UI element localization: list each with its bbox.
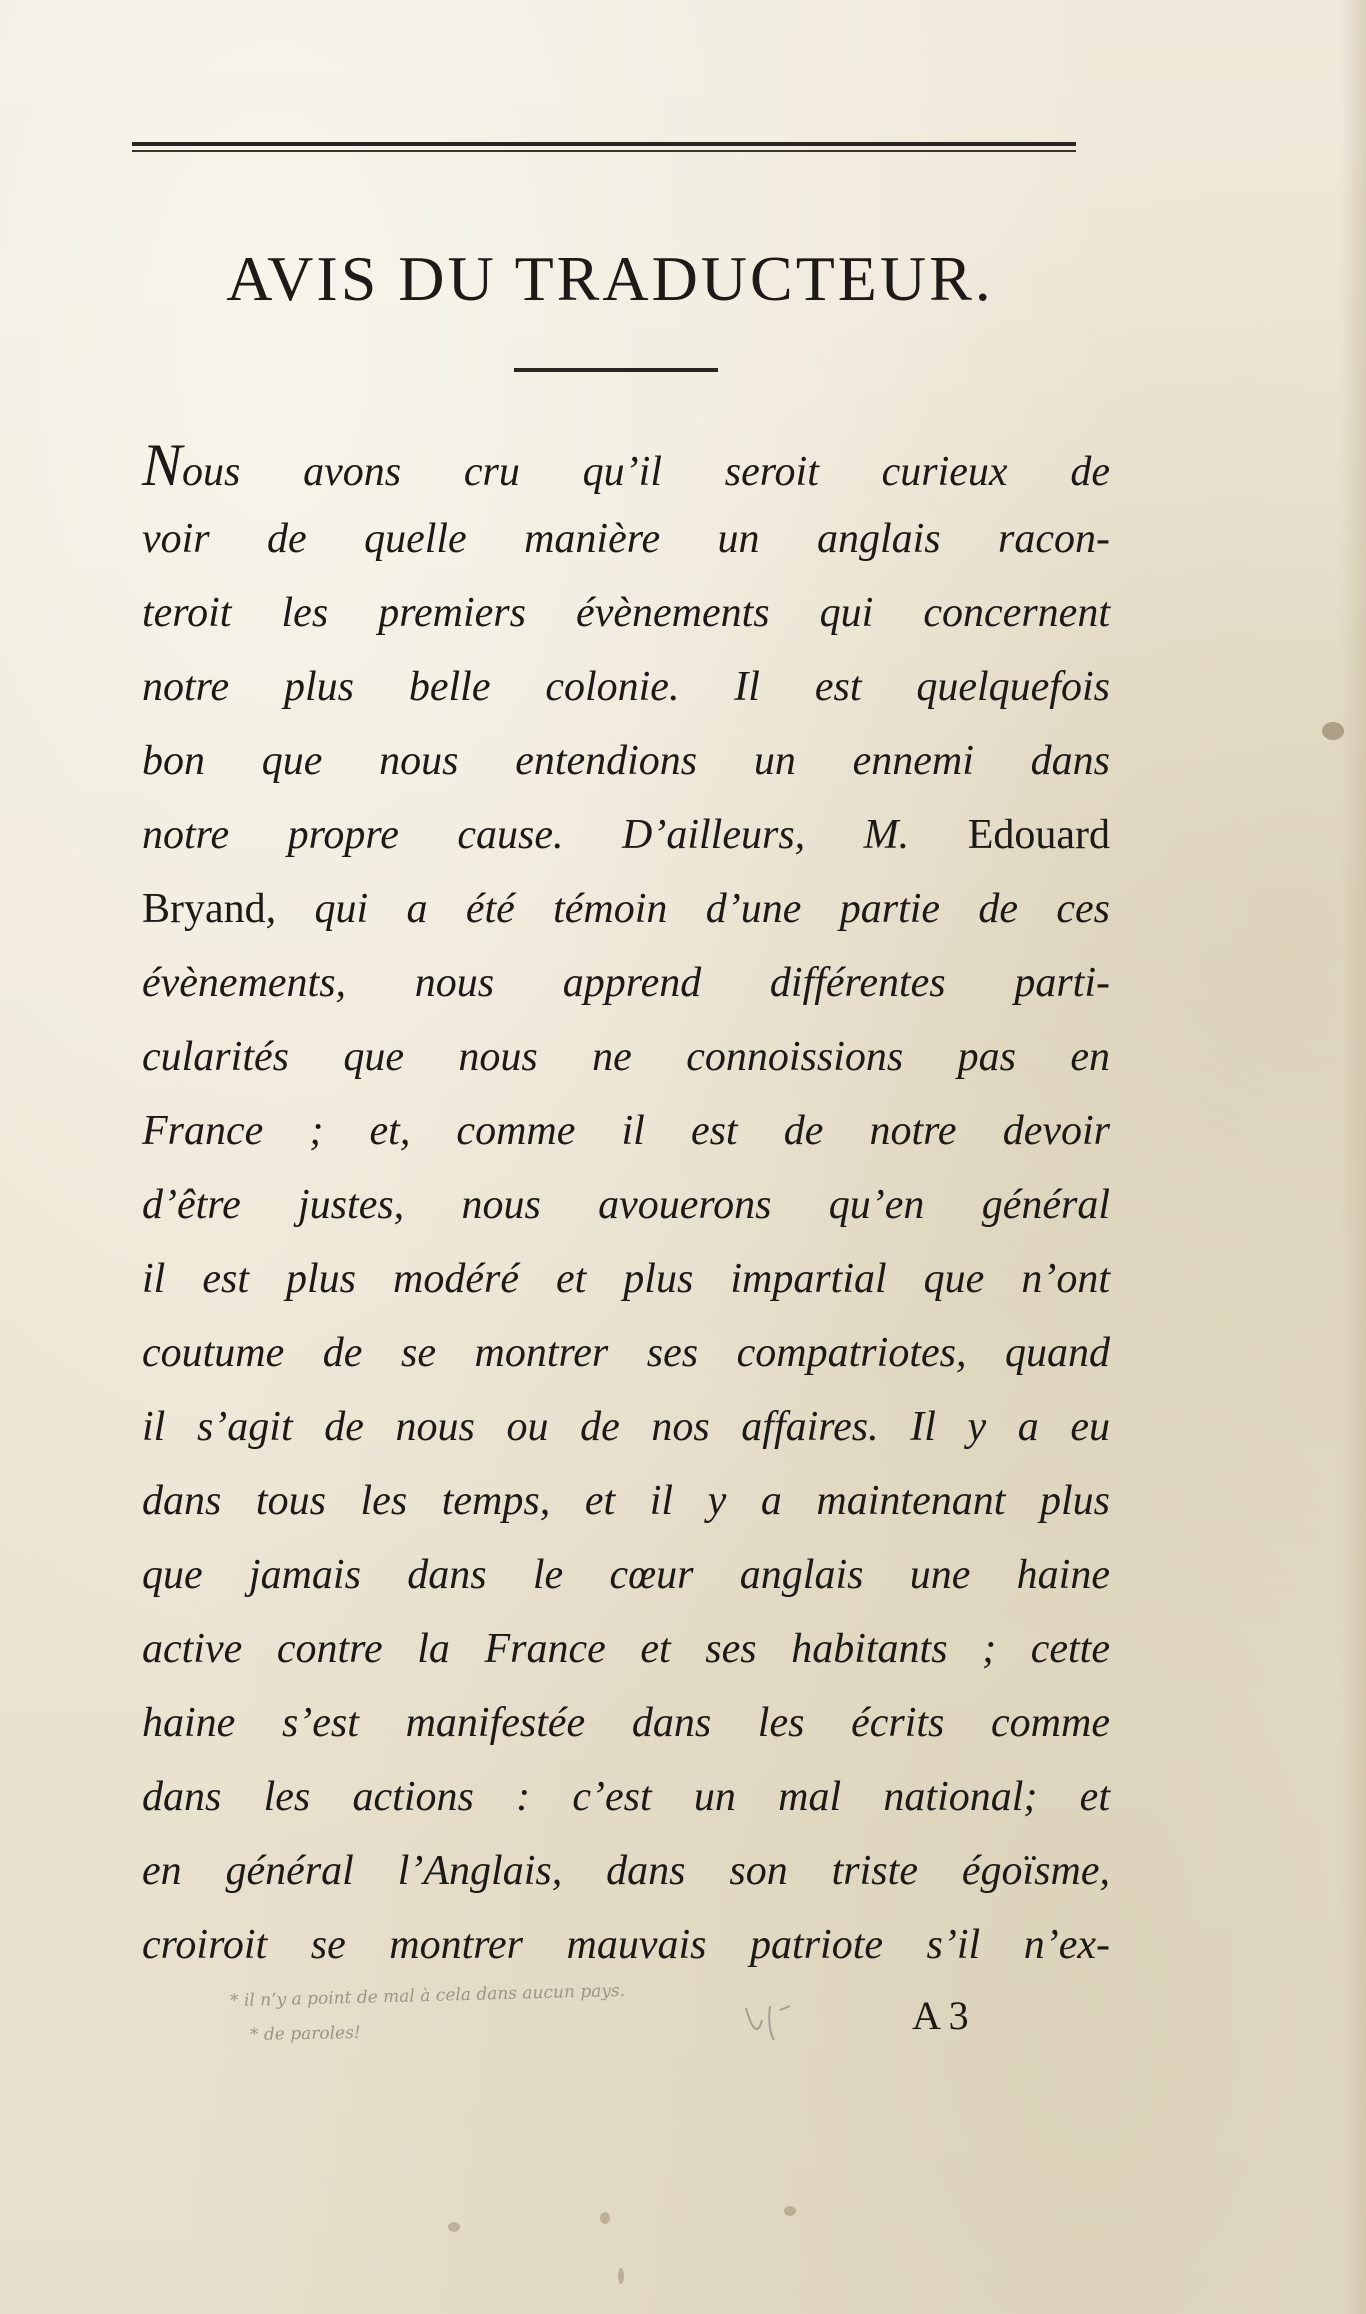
text-line: il s’agit de nous ou de nos affaires. Il y a eu [142, 1404, 1110, 1450]
text-line: Bryand, qui a été témoin d’une partie de ces [142, 886, 1110, 932]
page-edge-shadow [1340, 0, 1366, 2314]
text-line: notre propre cause. D’ailleurs, M. Edouard [142, 812, 1110, 858]
signature-mark: A 3 [912, 1993, 969, 2038]
text-line: que jamais dans le cœur anglais une haine [142, 1552, 1110, 1598]
text-line: d’être justes, nous avouerons qu’en général [142, 1182, 1110, 1228]
drop-cap: N [142, 432, 183, 498]
body-text [142, 428, 1110, 1982]
pencil-annotation: * il n’y a point de mal à cela dans aucun pays. [229, 1980, 626, 2012]
paper-stain [1322, 722, 1344, 740]
text-line: bon que nous entendions un ennemi dans [142, 738, 1110, 784]
paper-stain [448, 2222, 460, 2232]
text-line: croiroit se montrer mauvais patriote s’il n’ex- [142, 1922, 1110, 1968]
text-line: dans les actions : c’est un mal national; et [142, 1774, 1110, 1820]
name-bryand: Bryand [142, 886, 266, 932]
text-line: Nous avons cru qu’il seroit curieux de [142, 432, 1110, 498]
text-line: coutume de se montrer ses compatriotes, quand [142, 1330, 1110, 1376]
text-line: France ; et, comme il est de notre devoir [142, 1108, 1110, 1154]
page-title: AVIS DU TRADUCTEUR. [226, 243, 994, 314]
text-line: haine s’est manifestée dans les écrits comme [142, 1700, 1110, 1746]
text-line: il est plus modéré et plus impartial que n’ont [142, 1256, 1110, 1302]
paper-stain [600, 2212, 610, 2224]
header-rule-thick [132, 142, 1076, 146]
text-line: dans tous les temps, et il y a maintenant plus [142, 1478, 1110, 1524]
text-line: en général l’Anglais, dans son triste égoïsme, [142, 1848, 1110, 1894]
text-line: notre plus belle colonie. Il est quelquefois [142, 664, 1110, 710]
paper-stain [618, 2268, 624, 2284]
text-line: évènements, nous apprend différentes parti- [142, 960, 1110, 1006]
pencil-annotation: * de paroles! [249, 2023, 361, 2045]
name-edouard: Edouard [967, 812, 1110, 858]
text-line: teroit les premiers évènements qui concernent [142, 590, 1110, 636]
pencil-scribble-icon [740, 2000, 796, 2044]
title-separator-rule [514, 368, 718, 372]
text-line: voir de quelle manière un anglais racon- [142, 516, 1110, 562]
header-double-rule [132, 142, 1076, 152]
paper-stain [784, 2206, 796, 2216]
text-line: active contre la France et ses habitants ; cette [142, 1626, 1110, 1672]
text-line: cularités que nous ne connoissions pas en [142, 1034, 1110, 1080]
header-rule-thin [132, 150, 1076, 152]
